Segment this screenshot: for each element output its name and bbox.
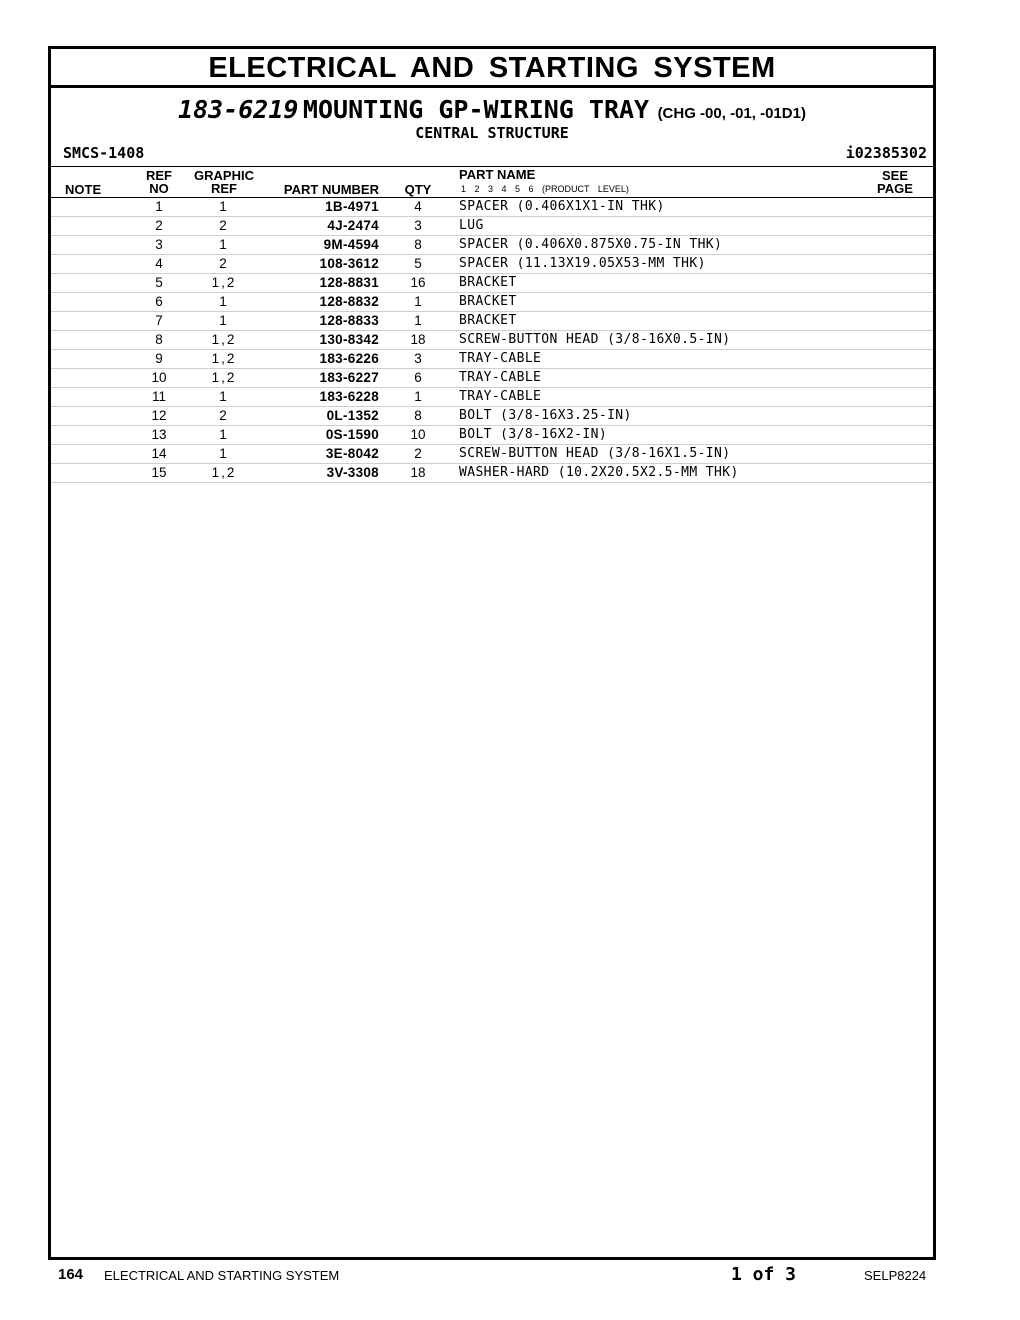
qty: 10 bbox=[410, 427, 426, 442]
graphic-ref: 1,2 bbox=[211, 275, 237, 290]
col-ref-bottom: NO bbox=[149, 181, 169, 196]
graphic-ref: 2 bbox=[219, 408, 229, 423]
qty: 1 bbox=[414, 389, 422, 404]
col-see-page bbox=[875, 169, 915, 195]
qty: 16 bbox=[410, 275, 426, 290]
col-ref-no bbox=[139, 169, 179, 195]
col-graphic-top: GRAPHIC bbox=[194, 168, 254, 183]
part-name: BRACKET bbox=[459, 313, 517, 328]
part-name: BOLT (3/8-16X2-IN) bbox=[459, 427, 608, 442]
part-number: 3V-3308 bbox=[326, 465, 379, 480]
ref-no: 4 bbox=[155, 256, 163, 271]
part-number: 183-6228 bbox=[319, 389, 379, 404]
graphic-ref: 1,2 bbox=[211, 465, 237, 480]
table-row bbox=[51, 407, 933, 426]
part-name: TRAY-CABLE bbox=[459, 370, 542, 385]
table-row bbox=[51, 426, 933, 445]
ref-no: 12 bbox=[151, 408, 167, 423]
qty: 4 bbox=[414, 199, 422, 214]
part-name: SCREW-BUTTON HEAD (3/8-16X0.5-IN) bbox=[459, 332, 731, 347]
table-row bbox=[51, 255, 933, 274]
part-number: 108-3612 bbox=[319, 256, 379, 271]
graphic-ref: 1 bbox=[219, 427, 229, 442]
part-name: TRAY-CABLE bbox=[459, 351, 542, 366]
table-row bbox=[51, 236, 933, 255]
qty: 18 bbox=[410, 465, 426, 480]
smcs-code: SMCS-1408 bbox=[63, 144, 145, 162]
table-row bbox=[51, 445, 933, 464]
part-name: LUG bbox=[459, 218, 484, 233]
table-row bbox=[51, 464, 933, 483]
group-subtitle: CENTRAL STRUCTURE bbox=[415, 124, 569, 142]
footer-sheet-count: 1 of 3 bbox=[731, 1264, 797, 1285]
col-part-number: PART NUMBER bbox=[283, 182, 379, 197]
col-see-top: SEE bbox=[881, 168, 908, 183]
part-name: BOLT (3/8-16X3.25-IN) bbox=[459, 408, 632, 423]
footer-section: ELECTRICAL AND STARTING SYSTEM bbox=[104, 1268, 340, 1283]
graphic-ref: 1 bbox=[219, 446, 229, 461]
table-row bbox=[51, 198, 933, 217]
table-row bbox=[51, 350, 933, 369]
ref-no: 10 bbox=[151, 370, 167, 385]
part-name: SPACER (11.13X19.05X53-MM THK) bbox=[459, 256, 706, 271]
graphic-ref: 1 bbox=[219, 237, 229, 252]
part-name: WASHER-HARD (10.2X20.5X2.5-MM THK) bbox=[459, 465, 739, 480]
graphic-ref: 1,2 bbox=[211, 370, 237, 385]
table-row bbox=[51, 312, 933, 331]
table-row bbox=[51, 331, 933, 350]
part-number: 9M-4594 bbox=[323, 237, 379, 252]
part-number: 128-8831 bbox=[319, 275, 379, 290]
col-ref-top: REF bbox=[146, 168, 172, 183]
table-row bbox=[51, 388, 933, 407]
col-part-name: PART NAME bbox=[459, 167, 536, 182]
part-name: SPACER (0.406X0.875X0.75-IN THK) bbox=[459, 237, 723, 252]
qty: 8 bbox=[414, 237, 422, 252]
part-number: 1B-4971 bbox=[325, 199, 379, 214]
col-see-bottom: PAGE bbox=[877, 181, 913, 196]
table-row bbox=[51, 274, 933, 293]
ref-no: 9 bbox=[155, 351, 163, 366]
col-qty: QTY bbox=[404, 182, 432, 197]
qty: 6 bbox=[414, 370, 422, 385]
qty: 3 bbox=[414, 218, 422, 233]
ref-no: 6 bbox=[155, 294, 163, 309]
smcs-row bbox=[51, 142, 933, 164]
page-footer bbox=[0, 1266, 1020, 1290]
ref-no: 2 bbox=[155, 218, 163, 233]
graphic-ref: 1 bbox=[219, 294, 229, 309]
graphic-ref: 2 bbox=[219, 218, 229, 233]
ref-no: 3 bbox=[155, 237, 163, 252]
graphic-ref: 1 bbox=[219, 199, 229, 214]
part-number: 3E-8042 bbox=[325, 446, 379, 461]
group-name: MOUNTING GP-WIRING TRAY bbox=[302, 95, 650, 124]
catalog-frame bbox=[48, 46, 936, 1260]
table-row bbox=[51, 293, 933, 312]
group-heading bbox=[51, 96, 933, 124]
column-headers bbox=[51, 167, 933, 198]
ref-no: 14 bbox=[151, 446, 167, 461]
graphic-ref: 1 bbox=[219, 313, 229, 328]
part-name: SCREW-BUTTON HEAD (3/8-16X1.5-IN) bbox=[459, 446, 731, 461]
part-number: 183-6226 bbox=[319, 351, 379, 366]
group-change-level: (CHG -00, -01, -01D1) bbox=[657, 105, 806, 122]
part-number: 0S-1590 bbox=[325, 427, 379, 442]
qty: 8 bbox=[414, 408, 422, 423]
part-name: BRACKET bbox=[459, 275, 517, 290]
qty: 3 bbox=[414, 351, 422, 366]
footer-doc-id: SELP8224 bbox=[864, 1268, 927, 1283]
part-number: 130-8342 bbox=[319, 332, 379, 347]
ref-no: 13 bbox=[151, 427, 167, 442]
ref-no: 1 bbox=[155, 199, 163, 214]
part-name: BRACKET bbox=[459, 294, 517, 309]
part-name: SPACER (0.406X1X1-IN THK) bbox=[459, 199, 665, 214]
ref-no: 5 bbox=[155, 275, 163, 290]
col-note: NOTE bbox=[65, 182, 102, 197]
graphic-ref: 1 bbox=[219, 389, 229, 404]
col-product-levels: 1 2 3 4 5 6 (PRODUCT LEVEL) bbox=[461, 184, 629, 194]
graphic-ref: 2 bbox=[219, 256, 229, 271]
col-graphic-bottom: REF bbox=[211, 181, 237, 196]
graphic-ref: 1,2 bbox=[211, 351, 237, 366]
group-number: 183-6219 bbox=[178, 95, 299, 124]
part-number: 183-6227 bbox=[319, 370, 379, 385]
ref-no: 15 bbox=[151, 465, 167, 480]
col-graphic-ref bbox=[191, 169, 257, 195]
qty: 5 bbox=[414, 256, 422, 271]
graphic-ref: 1,2 bbox=[211, 332, 237, 347]
part-number: 4J-2474 bbox=[327, 218, 379, 233]
illustration-id: i02385302 bbox=[845, 144, 927, 162]
footer-page-number: 164 bbox=[58, 1266, 84, 1283]
ref-no: 7 bbox=[155, 313, 163, 328]
section-title: ELECTRICAL AND STARTING SYSTEM bbox=[51, 49, 933, 88]
ref-no: 8 bbox=[155, 332, 163, 347]
table-row bbox=[51, 217, 933, 236]
table-row bbox=[51, 369, 933, 388]
part-number: 128-8833 bbox=[319, 313, 379, 328]
part-number: 0L-1352 bbox=[326, 408, 379, 423]
qty: 1 bbox=[414, 313, 422, 328]
qty: 18 bbox=[410, 332, 426, 347]
ref-no: 11 bbox=[151, 389, 166, 404]
qty: 2 bbox=[414, 446, 422, 461]
part-number: 128-8832 bbox=[319, 294, 379, 309]
part-name: TRAY-CABLE bbox=[459, 389, 542, 404]
parts-table bbox=[51, 198, 933, 483]
qty: 1 bbox=[414, 294, 422, 309]
